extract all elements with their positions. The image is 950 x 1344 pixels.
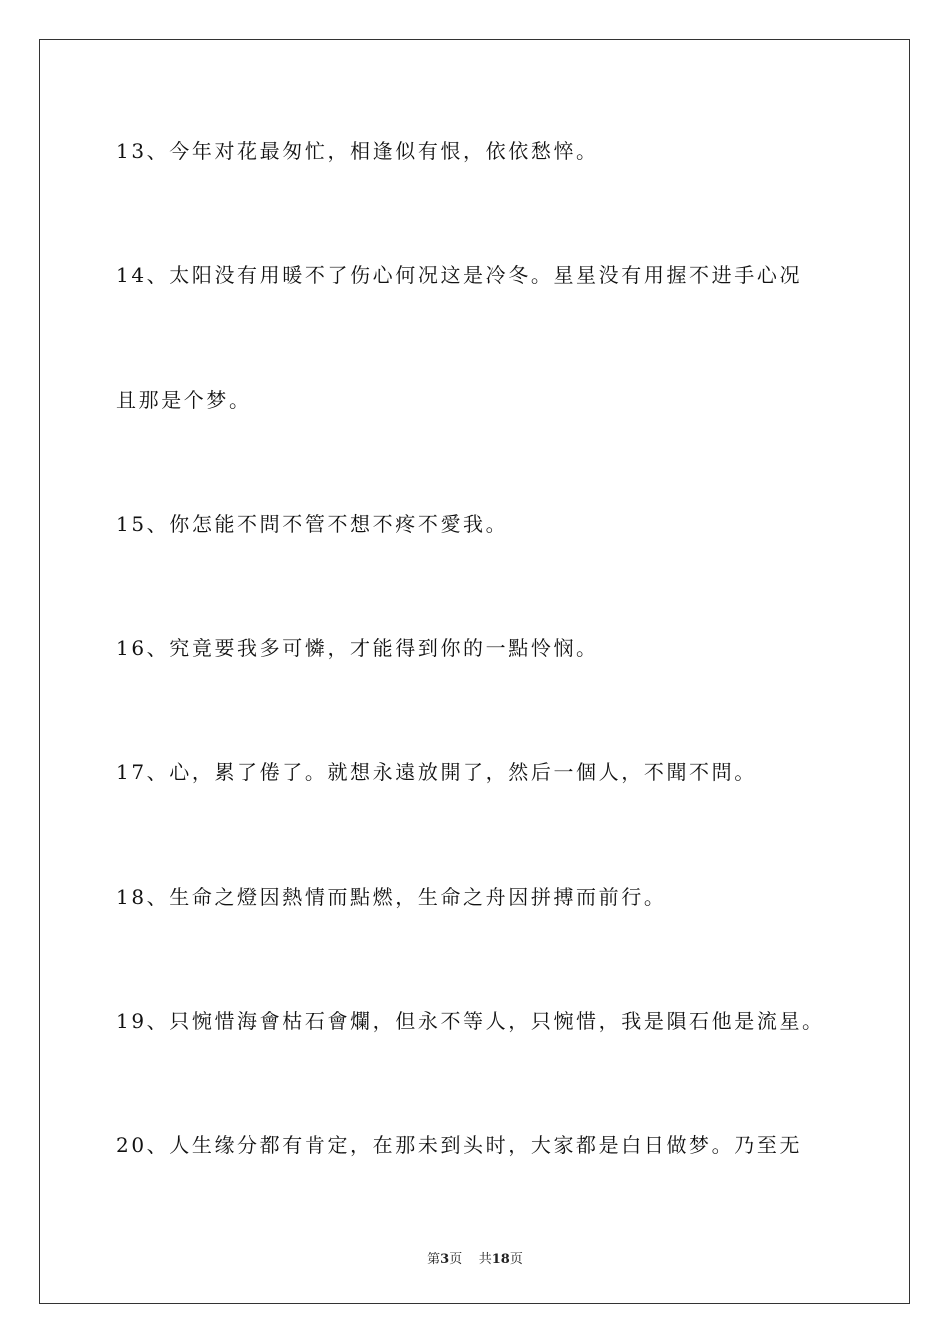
total-suffix: 页 — [509, 1252, 523, 1267]
page-border — [39, 39, 910, 1304]
total-prefix: 共 — [478, 1252, 492, 1267]
line-15: 15、你怎能不問不管不想不疼不愛我。 — [116, 512, 509, 536]
line-20: 20、人生缘分都有肯定，在那未到头时，大家都是白日做梦。乃至无 — [116, 1133, 803, 1157]
total-pages: 18 — [491, 1252, 510, 1267]
page-number: 3 — [440, 1252, 450, 1267]
line-19: 19、只惋惜海會枯石會爛，但永不等人，只惋惜，我是隕石他是流星。 — [116, 1009, 825, 1033]
line-14-continued: 且那是个梦。 — [116, 388, 252, 412]
page-suffix: 页 — [449, 1252, 463, 1267]
line-16: 16、究竟要我多可憐，才能得到你的一點怜悯。 — [116, 636, 599, 660]
page-footer — [0, 1248, 950, 1267]
line-17: 17、心，累了倦了。就想永遠放開了，然后一個人，不聞不問。 — [116, 760, 757, 784]
page-prefix: 第 — [427, 1252, 441, 1267]
line-14: 14、太阳没有用暖不了伤心何况这是冷冬。星星没有用握不进手心况 — [116, 263, 803, 287]
line-18: 18、生命之燈因熱情而點燃，生命之舟因拼搏而前行。 — [116, 885, 667, 909]
line-13: 13、今年对花最匆忙，相逢似有恨，依依愁悴。 — [116, 139, 599, 163]
